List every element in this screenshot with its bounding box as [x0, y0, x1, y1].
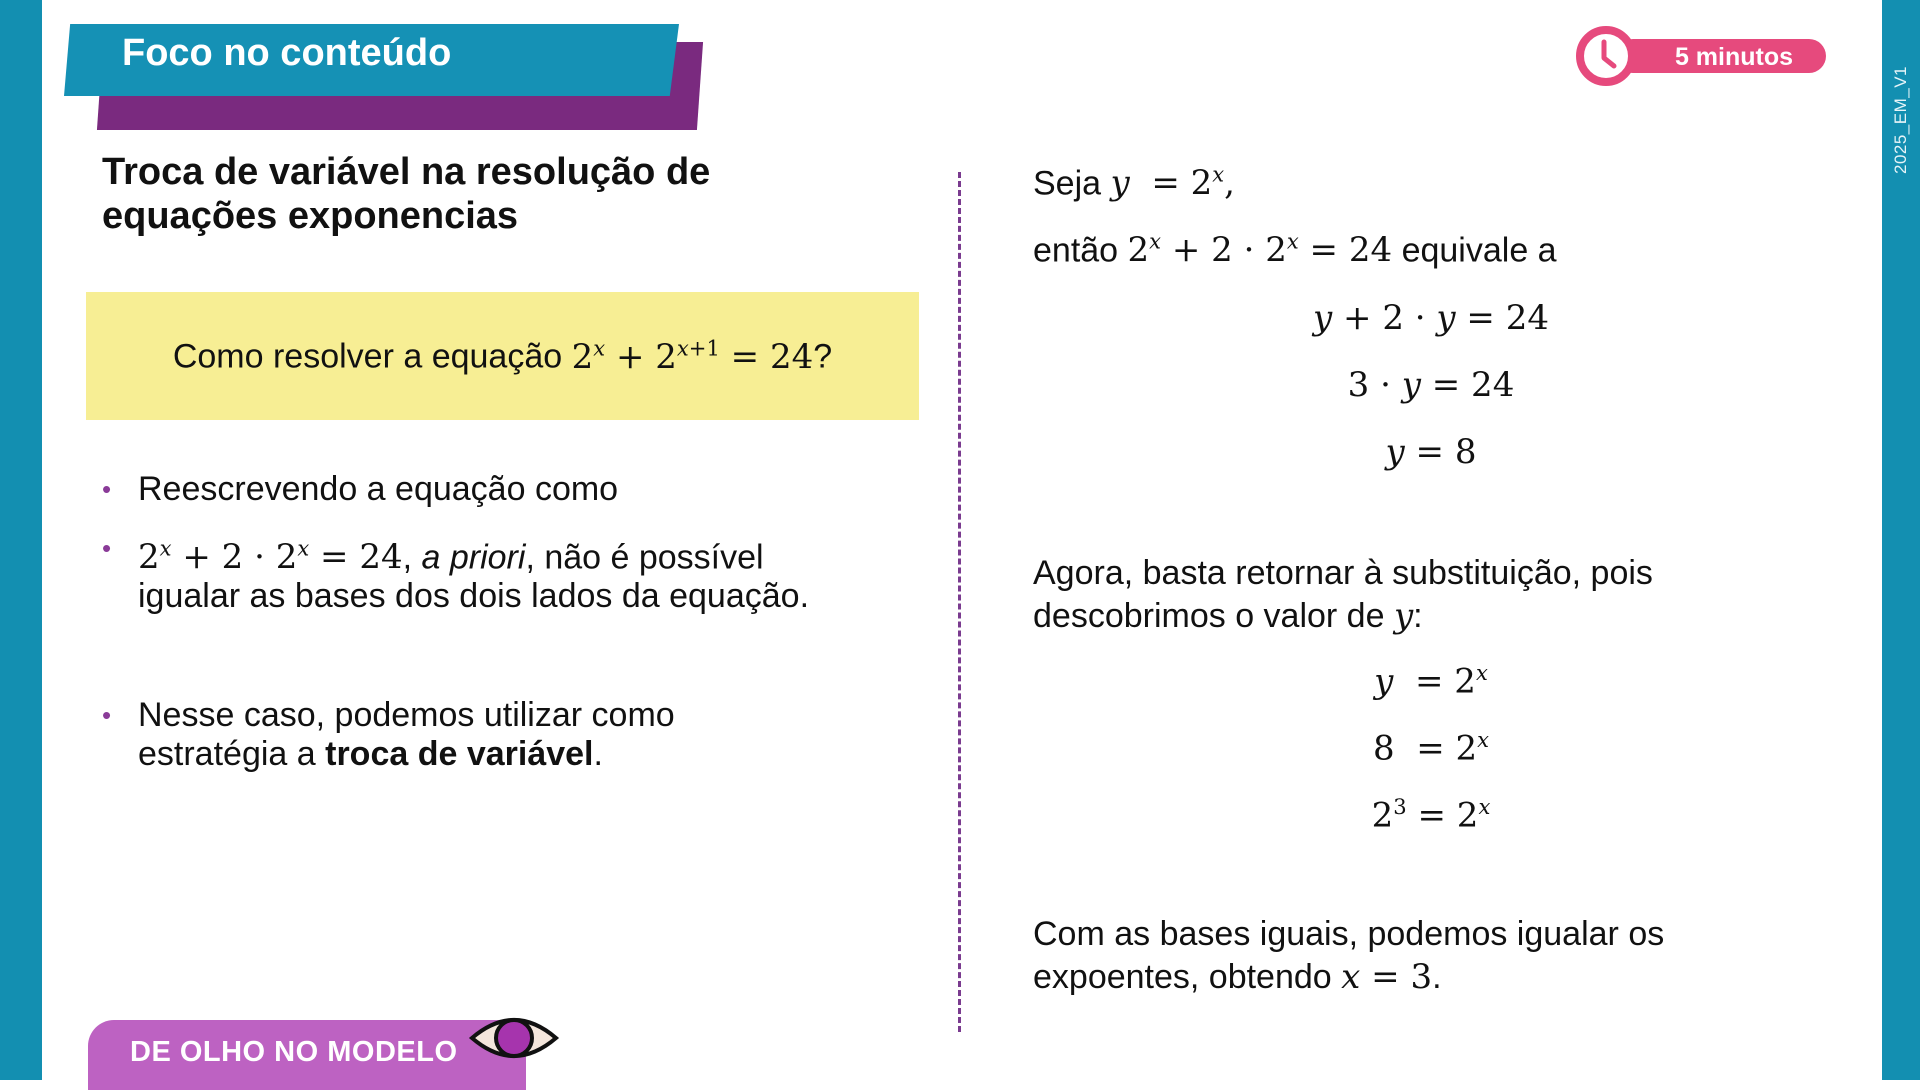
line-equation: $y = 2^x$,: [1110, 162, 1235, 204]
paragraph-text: Com as bases iguais, podemos igualar os expoentes, obtendo: [1033, 915, 1665, 996]
equation-step: y = 8: [1385, 432, 1477, 472]
bullet-text: Reescrevendo a equação como: [138, 470, 619, 508]
equation-step: $8 = 2^x$: [1372, 727, 1490, 769]
eye-icon: [468, 1008, 560, 1073]
bullet-item: [102, 470, 822, 509]
equation-step: $y = 2^x$: [1374, 660, 1488, 702]
equation-step: 3 · y = 24: [1347, 365, 1515, 405]
question-box: [86, 292, 919, 420]
right-paragraph-2: Agora, basta retornar à substituição, pois descobrimos o valor de y:: [1033, 554, 1653, 636]
paragraph-var: y: [1393, 596, 1414, 636]
bullet-suffix: .: [593, 735, 603, 774]
right-line-2: [1033, 229, 1753, 270]
banner-title: Foco no conteúdo: [122, 32, 452, 74]
right-paragraph-3: Com as bases iguais, podemos igualar os expoentes, obtendo x = 3.: [1033, 915, 1665, 997]
line-equation: $2^x + 2 \cdot 2^x = 24$: [1127, 229, 1393, 271]
right-line-1: [1033, 162, 1753, 203]
question-prefix: Como resolver a equação: [172, 337, 572, 376]
model-tab-label: DE OLHO NO MODELO: [130, 1036, 458, 1068]
paragraph-equation: x = 3: [1341, 957, 1433, 997]
clock-icon: [1576, 26, 1636, 86]
bullet-bold: troca de variável: [325, 735, 594, 774]
bullet-text: Nesse caso, podemos utilizar como estratégia a: [138, 696, 675, 774]
question-text: [173, 335, 832, 376]
left-border-bar: [0, 0, 42, 1080]
line-prefix: então: [1033, 231, 1128, 270]
line-suffix: equivale a: [1392, 231, 1557, 270]
version-code: 2025_EM_V1: [1891, 65, 1910, 175]
bullet-item: [102, 696, 822, 774]
section-banner: [64, 22, 704, 112]
bullet-italic: a priori: [421, 538, 526, 577]
equation-step: $2^3 = 2^x$: [1371, 794, 1491, 836]
version-label: [1882, 55, 1920, 185]
bullet-list: [102, 470, 822, 774]
equation-step: y + 2 · y = 24: [1313, 298, 1549, 338]
timer-badge: [1576, 26, 1826, 86]
page-title: Troca de variável na resolução de equações exponencias: [102, 151, 711, 237]
line-prefix: Seja: [1033, 164, 1111, 203]
dashed-divider: [958, 172, 961, 1032]
question-equation: $2^x + 2^{x+1} = 24$: [571, 335, 814, 377]
timer-pill: [1616, 39, 1826, 73]
bullet-equation: $2^x + 2 \cdot 2^x = 24$: [138, 536, 403, 578]
bullet-text: , não é possível igualar as bases dos dois lados da equação.: [138, 538, 810, 616]
question-suffix: ?: [813, 337, 833, 376]
bullet-item: • $2^x + 2 \cdot 2^x = 24$, a priori, não é possível igualar as bases dos dois lados da equação.: [102, 529, 822, 616]
timer-label: 5 minutos: [1674, 43, 1794, 71]
paragraph-text: Agora, basta retornar à substituição, pois descobrimos o valor de: [1033, 554, 1653, 635]
